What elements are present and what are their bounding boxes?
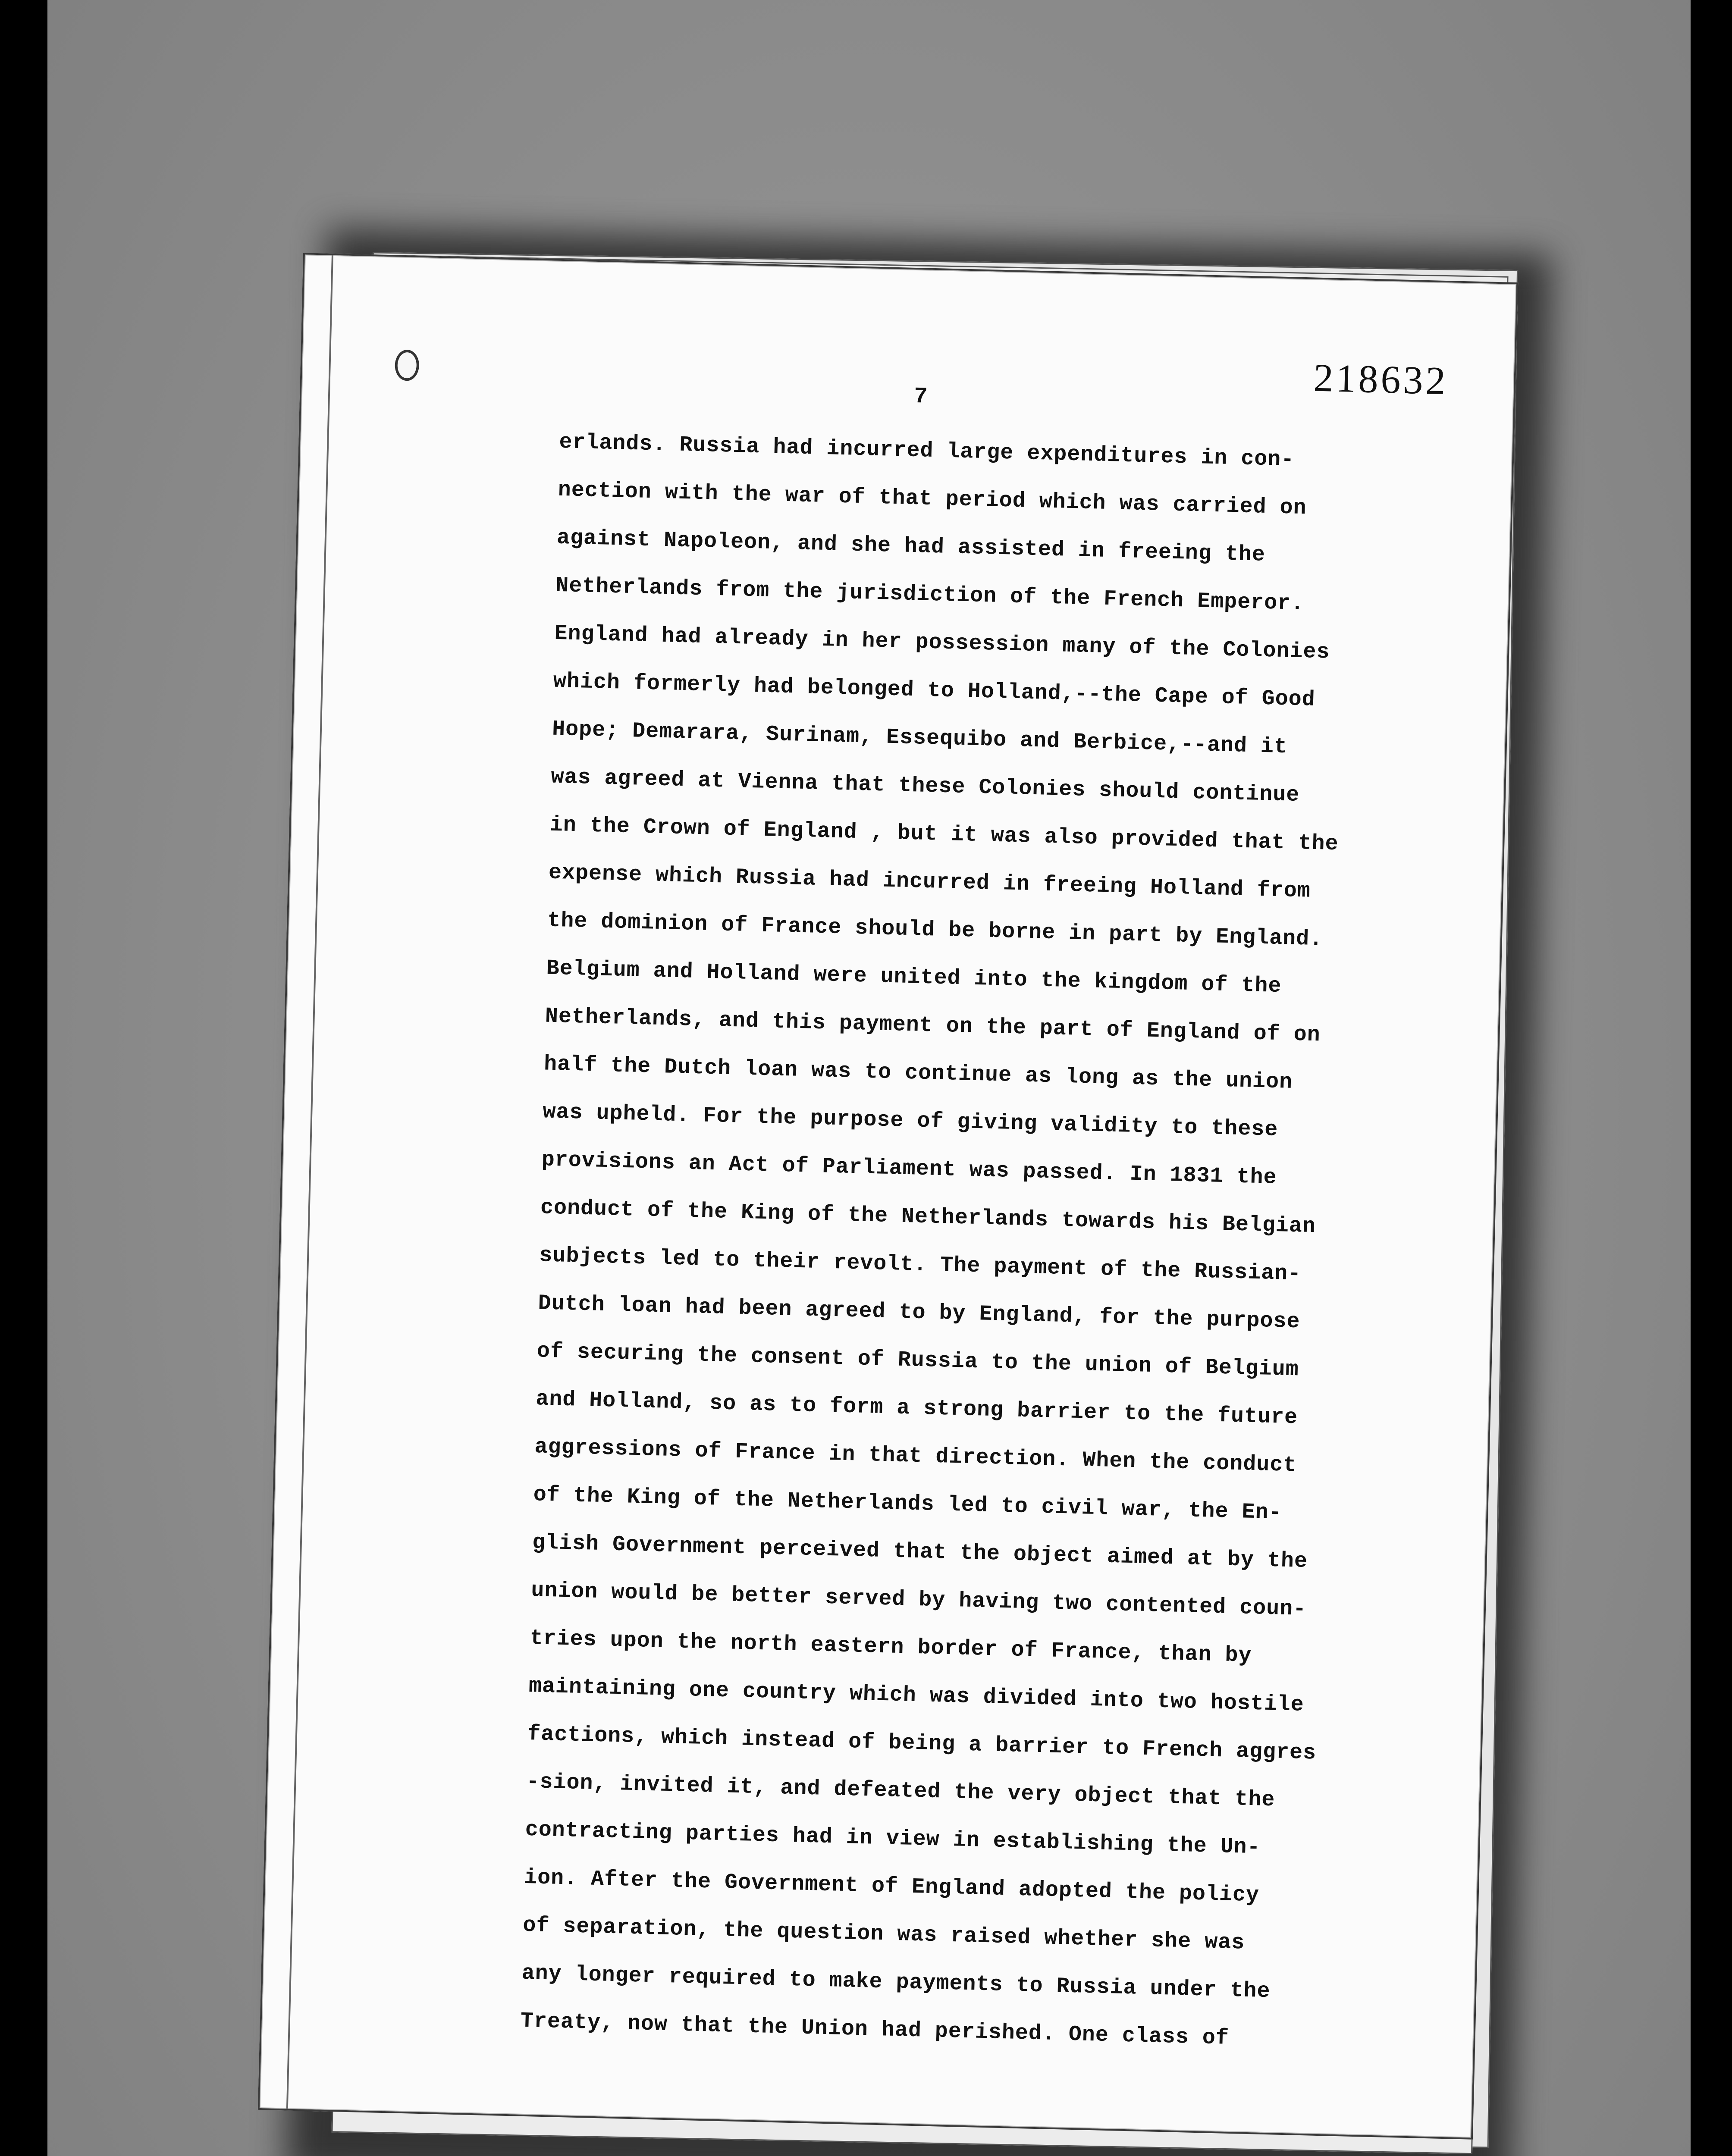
text-line: of the King of the Netherlands led to civil war, the En- — [533, 1482, 1283, 1526]
text-line: tries upon the north eastern border of France, than by — [530, 1626, 1252, 1668]
text-line: erlands. Russia had incurred large expenditures in con- — [559, 429, 1295, 473]
text-line: any longer required to make payments to Russia under the — [521, 1961, 1271, 2004]
text-line: contracting parties had in view in establishing the Un- — [525, 1817, 1261, 1860]
archive-stamp-number: 218632 — [1313, 355, 1449, 403]
text-line: England had already in her possession many of the Colonies — [554, 621, 1330, 665]
text-line: factions, which instead of being a barrier to French aggres — [527, 1721, 1317, 1766]
text-line: and Holland, so as to form a strong barrier to the future — [535, 1387, 1298, 1430]
text-line: -sion, invited it, and defeated the very object that the — [526, 1769, 1276, 1813]
margin-rule — [286, 255, 333, 2109]
text-line: against Napoleon, and she had assisted in freeing the — [556, 525, 1266, 567]
page-number: 7 — [913, 383, 928, 410]
document-page — [258, 253, 1518, 2140]
text-line: Netherlands, and this payment on the part of England of on — [545, 1004, 1321, 1048]
text-line: which formerly had belonged to Holland,--the Cape of Good — [553, 669, 1316, 712]
text-line: union would be better served by having two contented coun- — [530, 1578, 1307, 1622]
text-line: glish Government perceived that the object aimed at by the — [532, 1530, 1308, 1574]
text-line: Belgium and Holland were united into the kingdom of the — [546, 956, 1282, 999]
text-line: conduct of the King of the Netherlands towards his Belgian — [540, 1195, 1316, 1239]
microfilm-frame — [47, 0, 1691, 2156]
text-line: expense which Russia had incurred in freeing Holland from — [548, 860, 1311, 904]
text-line: aggressions of France in that direction. When the conduct — [534, 1435, 1297, 1478]
text-line: half the Dutch loan was to continue as long as the union — [543, 1052, 1293, 1095]
text-line: ion. After the Government of England adopted the policy — [524, 1865, 1260, 1908]
text-line: the dominion of France should be borne in part by England. — [547, 908, 1323, 952]
text-line: was upheld. For the purpose of giving validity to these — [542, 1100, 1278, 1143]
text-line: of securing the consent of Russia to the union of Belgium — [537, 1339, 1299, 1382]
text-line: maintaining one country which was divided into two hostile — [528, 1673, 1305, 1717]
body-text — [520, 418, 1487, 2068]
text-line: was agreed at Vienna that these Colonies should continue — [550, 765, 1300, 808]
text-line: Dutch loan had been agreed to by England, for the purpose — [537, 1291, 1301, 1335]
text-line: provisions an Act of Parliament was passed. In 1831 the — [541, 1147, 1277, 1191]
text-line: in the Crown of England , but it was also provided that the — [549, 812, 1339, 857]
text-line: Netherlands from the jurisdiction of the French Emperor. — [555, 573, 1305, 617]
text-line: Treaty, now that the Union had perished. One class of — [520, 2009, 1230, 2051]
punch-hole-icon — [395, 350, 420, 381]
text-line: of separation, the question was raised whether she was — [522, 1913, 1245, 1955]
text-line: Hope; Demarara, Surinam, Essequibo and Berbice,--and it — [552, 717, 1288, 760]
text-line: subjects led to their revolt. The payment of the Russian- — [539, 1243, 1302, 1287]
text-line: nection with the war of that period which was carried on — [558, 477, 1307, 521]
